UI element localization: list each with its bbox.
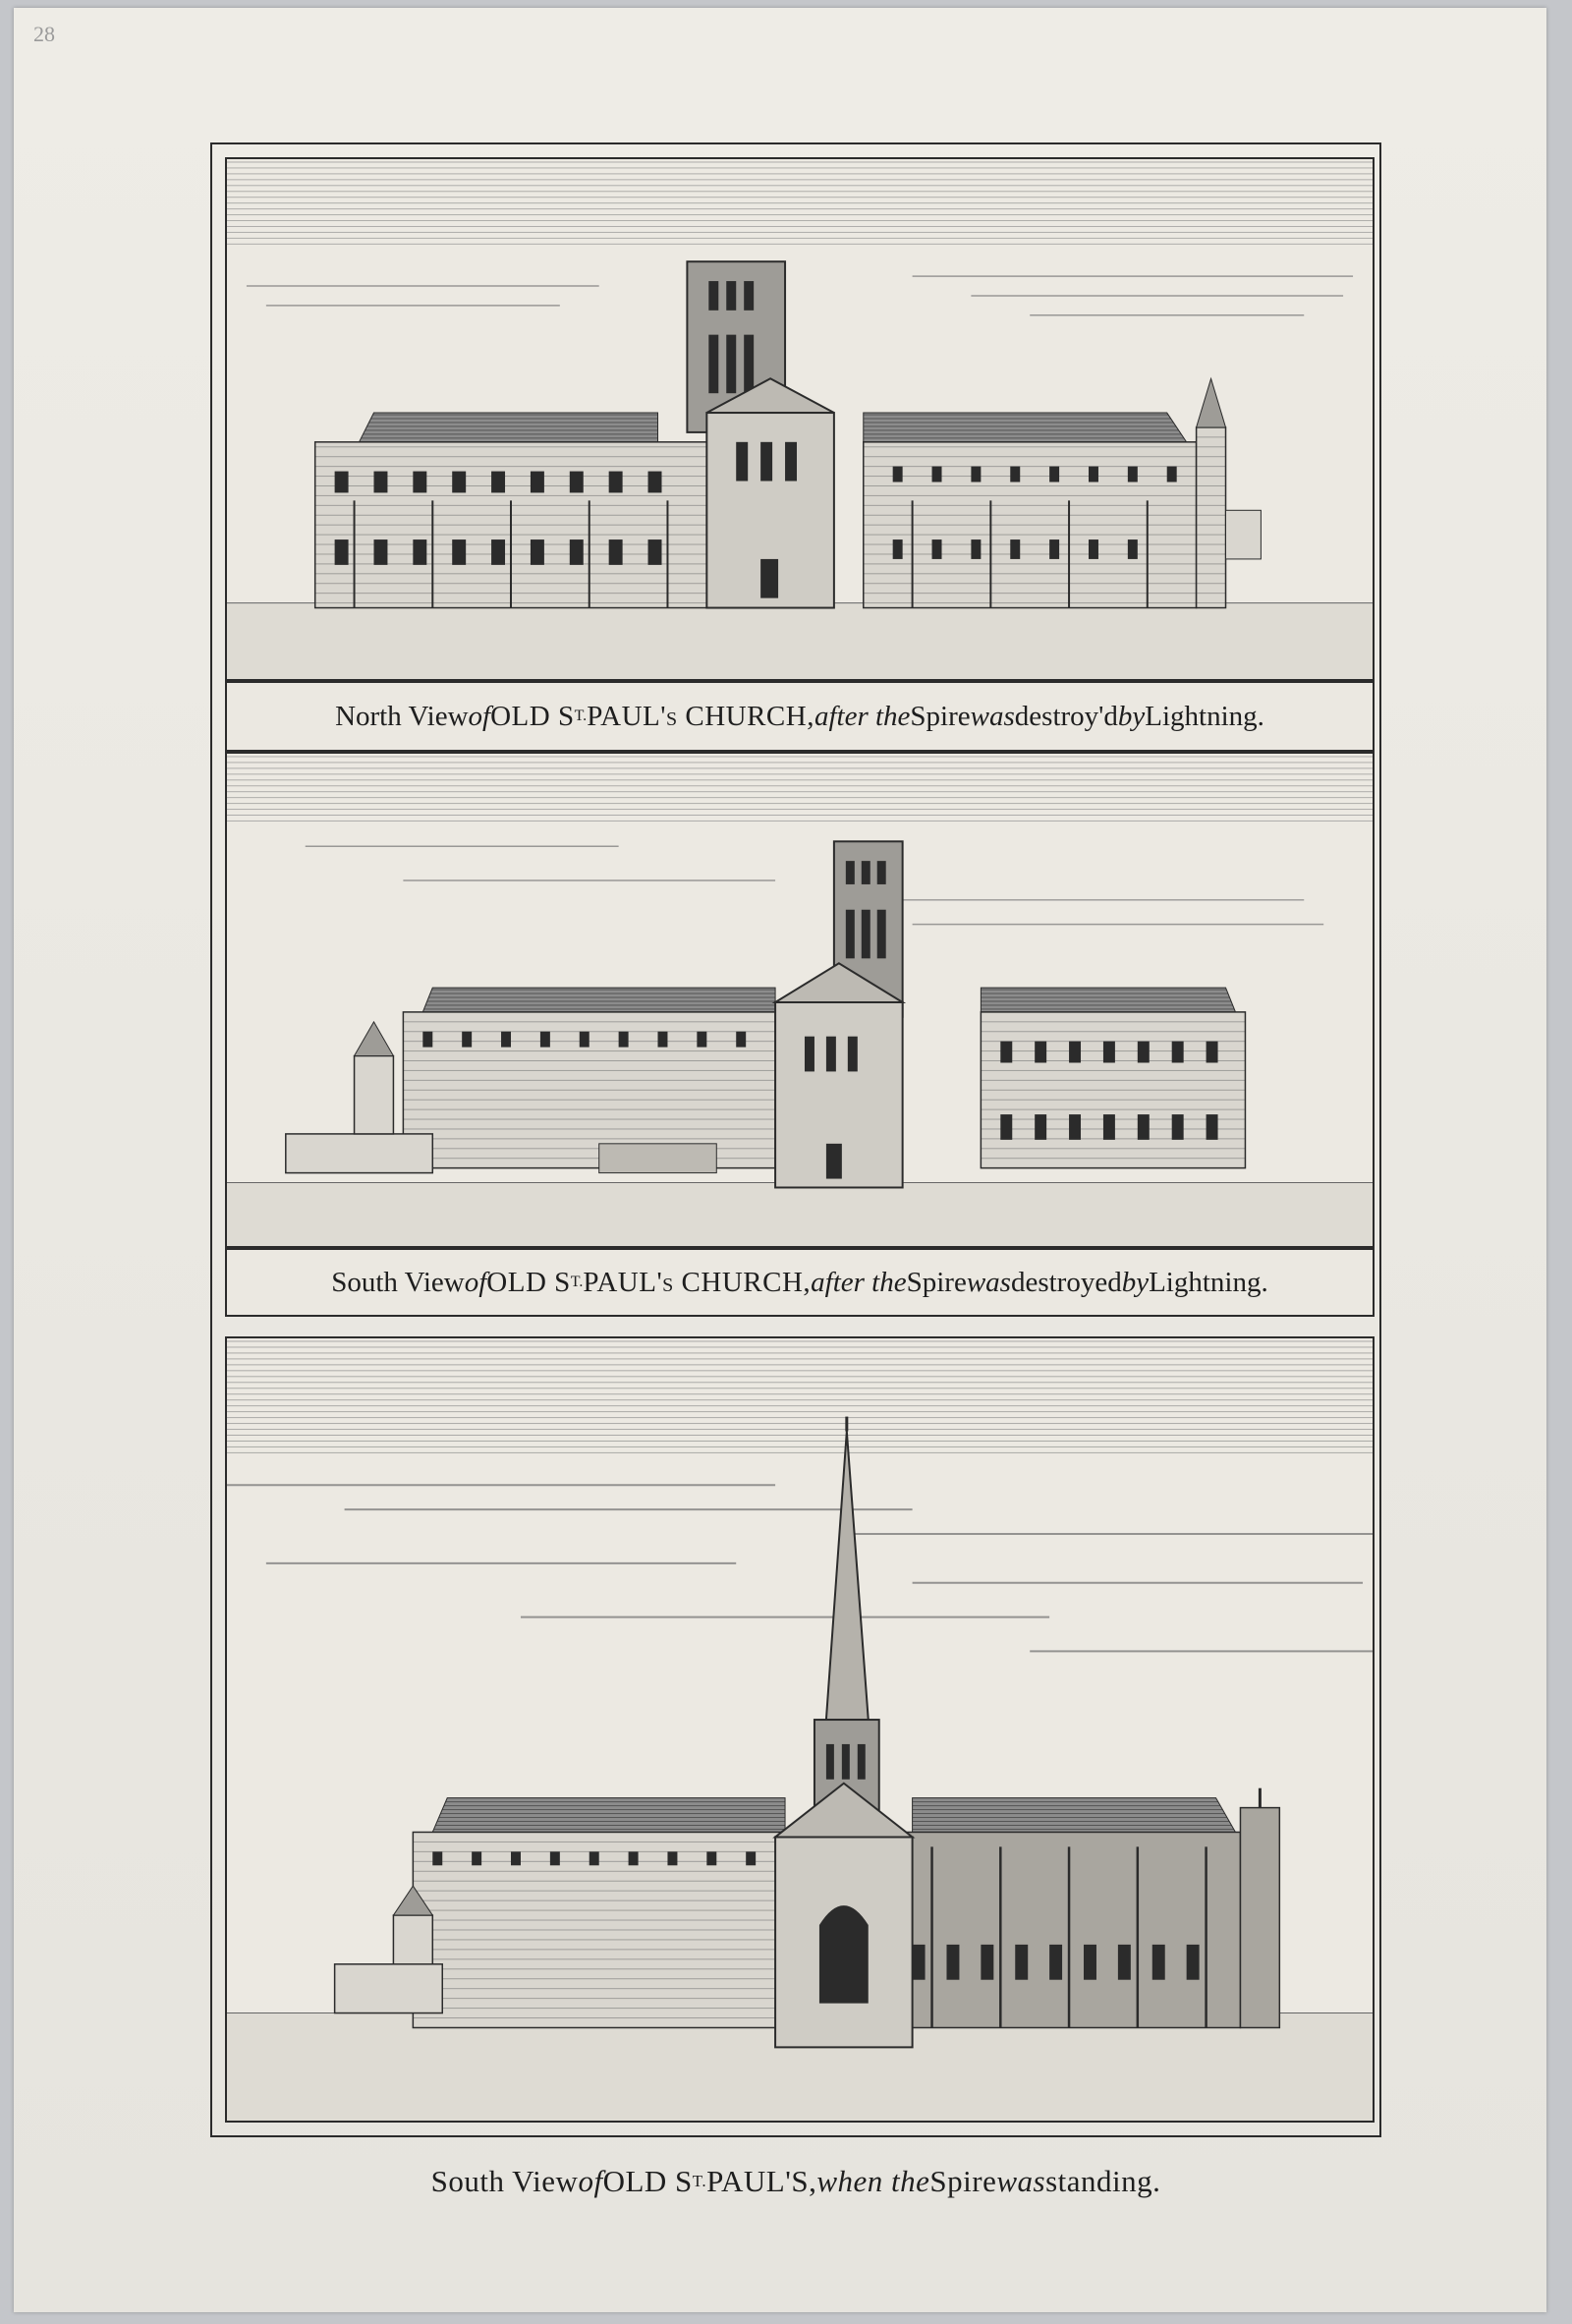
engraving-north-view (225, 157, 1375, 681)
caption-2-text-d: T. (570, 1274, 584, 1290)
caption-3-text-g: Spire (929, 2164, 997, 2198)
caption-3-text-d: T. (692, 2172, 707, 2190)
caption-1-text-e: PAUL's CHURCH, (587, 700, 814, 732)
caption-1-text-k: Lightning. (1145, 700, 1264, 732)
engraving-south-view-after-lightning (225, 752, 1375, 1248)
caption-3-text-a: South View (430, 2164, 579, 2198)
caption-1-text-d: T. (574, 708, 588, 724)
caption-1-text-g: Spire (910, 700, 971, 732)
caption-2-text-e: PAUL's CHURCH, (583, 1266, 812, 1298)
caption-3-text-h: was (996, 2164, 1046, 2198)
engraving-south-view-with-spire (225, 1336, 1375, 2123)
caption-1-text-h: was (970, 700, 1015, 732)
caption-1-text-c: OLD S (490, 700, 575, 732)
caption-3-text-b: of (578, 2164, 603, 2198)
caption-2-text-f: after the (811, 1266, 907, 1298)
caption-south-view-with-spire (210, 2152, 1381, 2211)
caption-2-text-b: of (464, 1266, 487, 1298)
caption-2-text-h: was (966, 1266, 1011, 1298)
caption-2-text-k: Lightning. (1149, 1266, 1268, 1298)
caption-1-text-a: North View (335, 700, 469, 732)
caption-2-text-j: by (1121, 1266, 1150, 1298)
caption-3-text-i: standing. (1045, 2164, 1161, 2198)
caption-3-text-c: OLD S (602, 2164, 693, 2198)
caption-1-text-f: after the (814, 700, 911, 732)
caption-2-text-i: destroyed (1010, 1266, 1122, 1298)
page-number: 28 (33, 22, 55, 46)
caption-2-text-a: South View (331, 1266, 465, 1298)
caption-1-text-b: of (468, 700, 491, 732)
caption-1-text-j: by (1117, 700, 1146, 732)
caption-north-view (225, 681, 1375, 752)
caption-1-text-i: destroy'd (1014, 700, 1118, 732)
caption-3-text-e: PAUL'S, (706, 2164, 817, 2198)
caption-3-text-f: when the (816, 2164, 930, 2198)
caption-2-text-c: OLD S (486, 1266, 571, 1298)
caption-2-text-g: Spire (906, 1266, 967, 1298)
caption-south-view-after-lightning (225, 1248, 1375, 1317)
